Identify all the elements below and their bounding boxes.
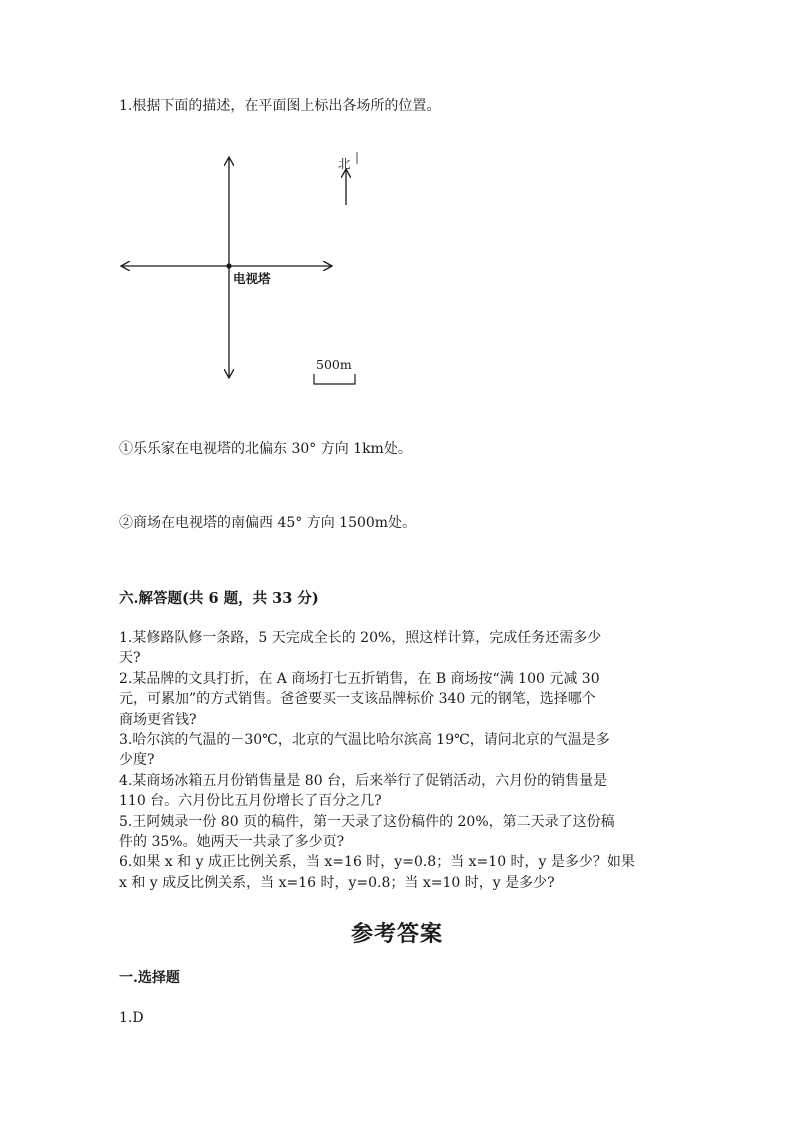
question-line: 2.某品牌的文具打折，在 A 商场打七五折销售，在 B 商场按“满 100 元减 30: [119, 670, 600, 687]
scale-label: 500m: [316, 357, 352, 372]
map-diagram: [118, 148, 368, 386]
question-line: 3.哈尔滨的气温的－30℃，北京的气温比哈尔滨高 19℃，请问北京的气温是多: [119, 731, 610, 748]
sub-item-2: ②商场在电视塔的南偏西 45° 方向 1500m处。: [119, 515, 417, 531]
tv-tower-label: 电视塔: [233, 271, 271, 286]
question-line: 件的 35%。她两天一共录了多少页?: [119, 833, 345, 850]
question-line: 4.某商场冰箱五月份销售量是 80 台，后来举行了促销活动，六月份的销售量是: [119, 772, 608, 789]
question-line: 天?: [119, 650, 141, 667]
section-6-heading: 六.解答题(共 6 题，共 33 分): [119, 590, 319, 607]
question-line: 商场更省钱?: [119, 711, 197, 728]
question-line: x 和 y 成反比例关系，当 x=16 时，y=0.8；当 x=10 时，y 是多少?: [119, 874, 555, 891]
answer-key-title: 参考答案: [350, 921, 443, 947]
question-line: 元，可累加”的方式销售。爸爸要买一支该品牌标价 340 元的钢笔，选择哪个: [119, 691, 596, 708]
tv-tower-point: [226, 263, 231, 268]
question-line: 110 台。六月份比五月份增长了百分之几?: [119, 793, 382, 810]
north-label: 北: [338, 156, 351, 171]
question-line: 6.如果 x 和 y 成正比例关系，当 x=16 时，y=0.8；当 x=10 时，y 是多少？如果: [119, 854, 635, 871]
sub-item-1: ①乐乐家在电视塔的北偏东 30° 方向 1km处。: [119, 441, 412, 457]
answer-1: 1.D: [119, 1010, 144, 1026]
section-1-heading: 一.选择题: [119, 970, 180, 986]
question-1-intro: 1.根据下面的描述，在平面图上标出各场所的位置。: [119, 98, 441, 114]
scale-bar: [314, 374, 355, 384]
question-line: 5.王阿姨录一份 80 页的稿件，第一天录了这份稿件的 20%，第二天录了这份稿: [119, 813, 615, 830]
question-line: 少度?: [119, 752, 155, 769]
question-line: 1.某修路队修一条路，5 天完成全长的 20%，照这样计算，完成任务还需多少: [119, 630, 602, 646]
section-6-questions: [119, 628, 679, 893]
